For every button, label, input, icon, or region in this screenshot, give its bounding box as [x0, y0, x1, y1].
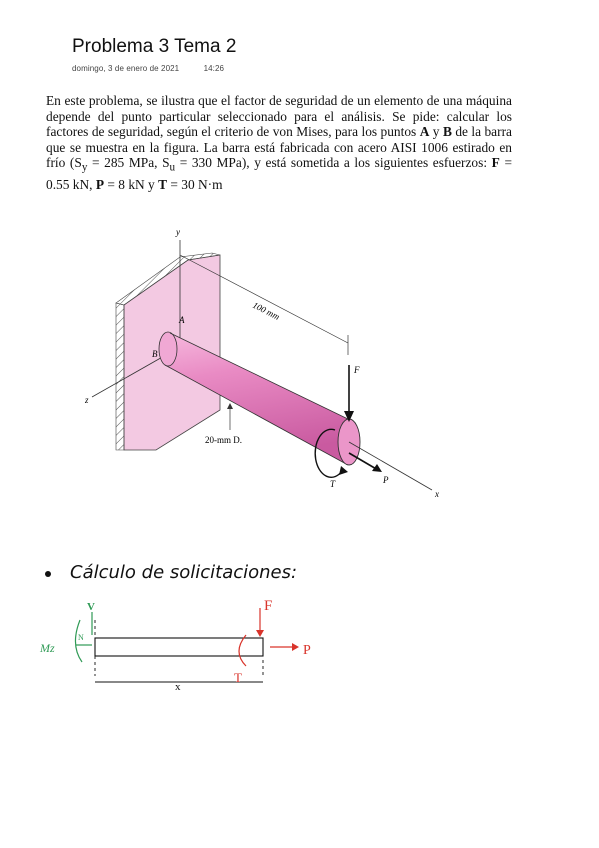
statement-f-label: F	[491, 155, 500, 171]
torque-t-label: T	[330, 479, 336, 489]
sketch-p-label: P	[303, 643, 311, 658]
statement-t-label: T	[158, 176, 168, 192]
statement-p-value: = 8 kN y	[104, 176, 159, 192]
statement-text-2: de la barra que se muestra en la figura. La barra está fabricada con acero AISI 1006 estirado en frío (S	[46, 124, 512, 171]
x-axis-line	[349, 442, 432, 490]
page-time: 14:26	[203, 64, 225, 73]
problem-statement	[46, 93, 512, 192]
statement-f-value: = 0.55 kN,	[46, 155, 512, 192]
diameter-label: 20-mm D.	[205, 435, 242, 445]
torque-t-arrowhead	[339, 466, 348, 475]
dimension-label: 100 mm	[251, 299, 282, 322]
point-b-label: B	[152, 349, 158, 359]
statement-text-4: = 330 MPa), y está sometida a los siguientes esfuerzos:	[175, 155, 492, 171]
bar-figure	[80, 225, 460, 515]
page-date: domingo, 3 de enero de 2021	[72, 64, 180, 73]
bullet-icon	[45, 571, 51, 577]
y-axis-label: y	[176, 227, 180, 237]
statement-point-a: A	[419, 124, 430, 140]
statement-sub-u: u	[169, 162, 176, 175]
statement-p-label: P	[95, 176, 105, 192]
statement-text-3: = 285 MPa, S	[87, 155, 170, 171]
sketch-f-arrowhead	[256, 630, 264, 637]
external-loads	[234, 598, 311, 685]
sketch-p-arrowhead	[292, 643, 299, 651]
notes-heading	[40, 558, 360, 586]
statement-point-b: B	[442, 124, 452, 140]
sketch-x-label: x	[175, 681, 181, 693]
normal-n-label: N	[78, 633, 84, 642]
statement-t-value: = 30 N·m	[167, 176, 223, 192]
shear-v-label: V	[87, 601, 95, 613]
diameter-leader-head	[227, 403, 233, 409]
x-axis-label: x	[435, 489, 439, 499]
statement-text-1: En este problema, se ilustra que el factor de seguridad de un elemento de una máquina depende del punto particular seleccionado para el análisis. Se pide: calcular los factores de seguridad, según el criterio de von Mises, para los puntos	[46, 93, 512, 140]
statement-and: y	[429, 124, 443, 140]
page-title: Problema 3 Tema 2	[72, 36, 237, 57]
internal-forces	[39, 601, 95, 662]
sketch-f-label: F	[264, 598, 273, 614]
sketch-t-label: T	[234, 670, 242, 685]
point-a-label: A	[179, 315, 185, 325]
sketch-diagram	[20, 590, 350, 700]
page-meta	[72, 64, 224, 73]
sketch-t-arc	[239, 635, 246, 666]
force-p-label: P	[383, 475, 389, 485]
statement-sub-y: y	[81, 162, 88, 175]
z-axis-label: z	[85, 395, 89, 405]
notes-heading-text: Cálculo de solicitaciones:	[70, 562, 298, 583]
force-f-label: F	[354, 365, 360, 375]
moment-mz-label: Mz	[40, 641, 55, 655]
sketch-bar	[95, 638, 263, 656]
